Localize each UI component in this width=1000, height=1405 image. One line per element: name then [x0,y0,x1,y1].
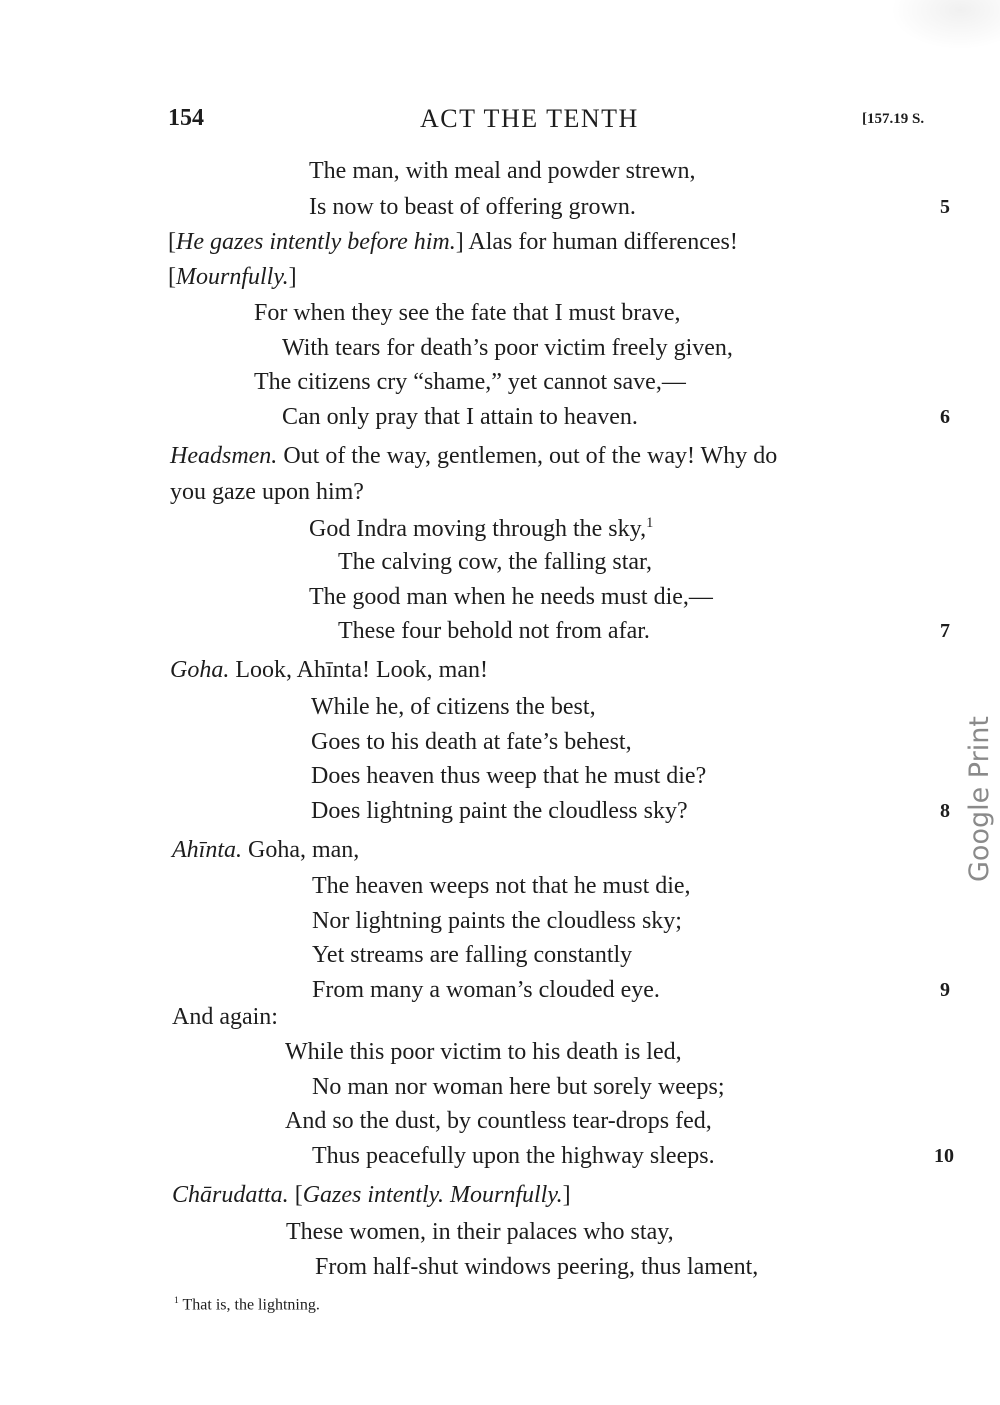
verse-line: Does lightning paint the cloudless sky? [311,798,688,824]
verse-line: The heaven weeps not that he must die, [312,873,691,899]
verse-line: Can only pray that I attain to heaven. [282,404,638,430]
dialogue-line: Headsmen. Out of the way, gentlemen, out of the way! Why do [170,443,778,469]
verse-number: 8 [940,800,950,822]
dialogue-line: Chārudatta. [Gazes intently. Mournfully.] [172,1182,571,1208]
verse-line: With tears for death’s poor victim freely given, [282,335,733,361]
verse-line: The calving cow, the falling star, [338,549,653,575]
section-reference: [157.19 S. [862,111,925,127]
google-print-watermark: Google Print [964,716,995,882]
verse-line: While this poor victim to his death is led, [285,1039,682,1065]
verse-line: Is now to beast of offering grown. [309,194,636,220]
verse-line: These four behold not from afar. [338,618,650,644]
verse-number: 5 [940,196,950,218]
running-head: ACT THE TENTH [420,104,639,133]
verse-line: For when they see the fate that I must brave, [254,300,681,326]
dialogue-line: Ahīnta. Goha, man, [172,837,360,863]
verse-line: Yet streams are falling constantly [312,942,633,968]
verse-line: The man, with meal and powder strewn, [309,158,696,184]
verse-line: And so the dust, by countless tear-drops fed, [285,1108,712,1134]
stage-direction-line: [Mournfully.] [168,264,297,290]
verse-line: Thus peacefully upon the highway sleeps. [312,1143,715,1169]
verse-line: While he, of citizens the best, [311,694,596,720]
verse-number: 7 [940,620,950,642]
page-number: 154 [168,105,204,131]
verse-line: These women, in their palaces who stay, [286,1219,674,1245]
verse-line: The good man when he needs must die,— [309,584,713,610]
dialogue-line: you gaze upon him? [170,479,364,505]
dialogue-line: And again: [172,1004,278,1030]
scan-smudge [890,0,1000,50]
verse-line: Does heaven thus weep that he must die? [311,763,707,789]
verse-line: No man nor woman here but sorely weeps; [312,1074,725,1100]
verse-line: Nor lightning paints the cloudless sky; [312,908,682,934]
stage-direction-line: [He gazes intently before him.] Alas for human differences! [168,229,738,255]
verse-number: 9 [940,979,950,1001]
footnote: $^1$ That is, the lightning. [174,1295,320,1314]
verse-line: The citizens cry “shame,” yet cannot save,— [254,369,686,395]
verse-line: God Indra moving through the sky,$^1$ [309,515,654,542]
verse-line: From many a woman’s clouded eye. [312,977,660,1003]
verse-number: 6 [940,406,950,428]
verse-number: 10 [934,1145,954,1167]
verse-line: From half-shut windows peering, thus lament, [315,1254,759,1280]
dialogue-line: Goha. Look, Ahīnta! Look, man! [170,657,488,683]
verse-line: Goes to his death at fate’s behest, [311,729,632,755]
footnote-ref: 1 [646,515,654,531]
